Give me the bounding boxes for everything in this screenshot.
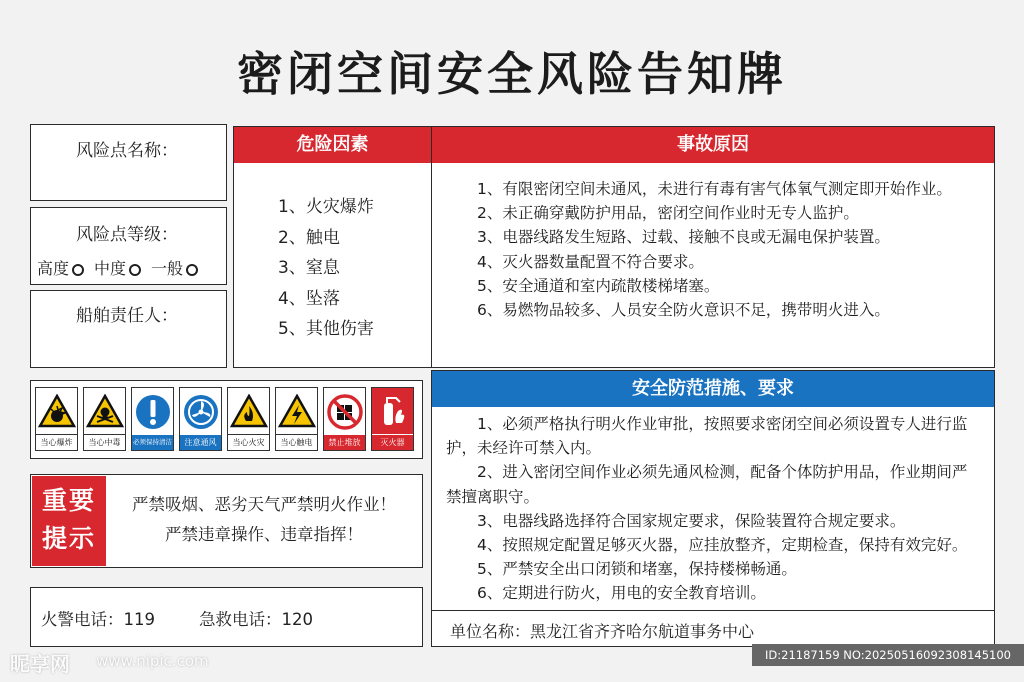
hazards-header: 危险因素 bbox=[234, 127, 431, 163]
measure-item: 4、按照规定配置足够灭火器，应挂放整齐，定期检查，保持有效完好。 bbox=[477, 536, 968, 555]
level-high-radio[interactable] bbox=[72, 264, 84, 276]
ventilation-fan-icon bbox=[182, 393, 220, 431]
measures-header: 安全防范措施、要求 bbox=[432, 371, 994, 407]
explosion-warning-icon bbox=[38, 394, 76, 428]
measures-list bbox=[446, 412, 980, 606]
important-badge-line2: 提示 bbox=[41, 524, 96, 553]
important-badge-line1: 重要 bbox=[41, 486, 96, 515]
important-line1: 严禁吸烟、恶劣天气严禁明火作业！ bbox=[132, 495, 396, 514]
ambulance-phone-number: 120 bbox=[281, 610, 313, 629]
sign-explosion bbox=[35, 387, 78, 451]
responsible-label: 船舶责任人： bbox=[76, 306, 178, 326]
risk-level-box bbox=[30, 207, 227, 285]
important-text bbox=[108, 490, 420, 550]
sign-extinguisher bbox=[371, 387, 414, 451]
no-stacking-icon bbox=[326, 393, 364, 431]
level-high-label: 高度 bbox=[37, 259, 70, 278]
sign-no-stacking bbox=[323, 387, 366, 451]
risk-name-box bbox=[30, 124, 227, 201]
level-normal-label: 一般 bbox=[151, 259, 184, 278]
risk-name-label: 风险点名称： bbox=[76, 141, 178, 161]
fire-warning-icon bbox=[230, 394, 268, 428]
sign-label: 必须保持清洁 bbox=[132, 435, 173, 450]
fire-extinguisher-icon bbox=[374, 391, 412, 431]
hazard-item: 3、窒息 bbox=[278, 258, 340, 278]
level-medium-radio[interactable] bbox=[129, 264, 141, 276]
sign-label: 当心火灾 bbox=[228, 434, 269, 450]
sign-poison bbox=[83, 387, 126, 451]
measure-item: 3、电器线路选择符合国家规定要求，保险装置符合规定要求。 bbox=[477, 511, 906, 530]
important-line2: 严禁违章操作、违章指挥！ bbox=[165, 525, 363, 544]
unit-box bbox=[431, 610, 995, 647]
hazard-item: 5、其他伤害 bbox=[278, 319, 374, 339]
cause-item: 6、易燃物品较多、人员安全防火意识不足，携带明火进入。 bbox=[477, 301, 890, 320]
ambulance-phone-label: 急救电话： bbox=[199, 610, 282, 629]
causes-list bbox=[446, 177, 980, 322]
sign-label: 当心触电 bbox=[276, 434, 317, 450]
sign-label: 当心中毒 bbox=[84, 434, 125, 450]
hazards-list bbox=[278, 192, 374, 345]
measure-item: 6、定期进行防火，用电的安全教育培训。 bbox=[477, 584, 766, 603]
sign-label: 注意通风 bbox=[180, 435, 221, 450]
cause-item: 2、未正确穿戴防护用品，密闭空间作业时无专人监护。 bbox=[477, 204, 859, 223]
unit-name: 单位名称：黑龙江省齐齐哈尔航道事务中心 bbox=[450, 622, 755, 641]
fire-phone bbox=[41, 606, 155, 630]
fire-phone-number: 119 bbox=[123, 610, 155, 629]
exclamation-icon bbox=[134, 393, 172, 431]
hazard-item: 2、触电 bbox=[278, 227, 340, 248]
risk-level-label: 风险点等级： bbox=[76, 225, 178, 245]
hazard-item: 1、火灾爆炸 bbox=[278, 197, 374, 217]
measure-item: 2、进入密闭空间作业必须先通风检测，配备个体防护用品，作业期间严禁擅离职守。 bbox=[446, 463, 968, 506]
electric-shock-icon bbox=[278, 394, 316, 428]
cause-item: 1、有限密闭空间未通风，未进行有毒有害气体氧气测定即开始作业。 bbox=[477, 180, 952, 198]
fire-phone-label: 火警电话： bbox=[41, 610, 124, 629]
ambulance-phone bbox=[199, 606, 313, 630]
hazard-item: 4、坠落 bbox=[278, 288, 340, 309]
watermark-id: ID:21187159 NO:20250516092308145100 bbox=[752, 644, 1024, 666]
cause-item: 3、电器线路发生短路、过载、接触不良或无漏电保护装置。 bbox=[477, 228, 890, 247]
risk-level-options bbox=[37, 256, 198, 279]
cause-item: 5、安全通道和室内疏散楼梯堵塞。 bbox=[477, 276, 720, 295]
measure-item: 5、严禁安全出口闭锁和堵塞，保持楼梯畅通。 bbox=[477, 560, 797, 579]
sign-keep-clean bbox=[131, 387, 174, 451]
level-medium-label: 中度 bbox=[94, 259, 127, 278]
sign-label: 当心爆炸 bbox=[36, 434, 77, 450]
level-normal-radio[interactable] bbox=[186, 264, 198, 276]
watermark-logo: 昵享网 bbox=[10, 652, 70, 676]
sign-label: 禁止堆放 bbox=[324, 435, 365, 450]
causes-header: 事故原因 bbox=[432, 127, 994, 163]
sign-label: 灭火器 bbox=[372, 434, 413, 450]
page-title: 密闭空间安全风险告知牌 bbox=[237, 47, 787, 101]
sign-electric bbox=[275, 387, 318, 451]
cause-item: 4、灭火器数量配置不符合要求。 bbox=[477, 252, 704, 271]
poison-warning-icon bbox=[86, 394, 124, 428]
measure-item: 1、必须严格执行明火作业审批，按照要求密闭空间必须设置专人进行监护，未经许可禁入内。 bbox=[446, 415, 968, 458]
sign-fire bbox=[227, 387, 270, 451]
responsible-box bbox=[30, 290, 227, 368]
phones-box bbox=[30, 587, 423, 647]
watermark-url: www.nipic.com bbox=[96, 652, 209, 670]
sign-ventilation bbox=[179, 387, 222, 451]
important-badge bbox=[32, 476, 106, 566]
safety-signs-row bbox=[35, 387, 414, 451]
